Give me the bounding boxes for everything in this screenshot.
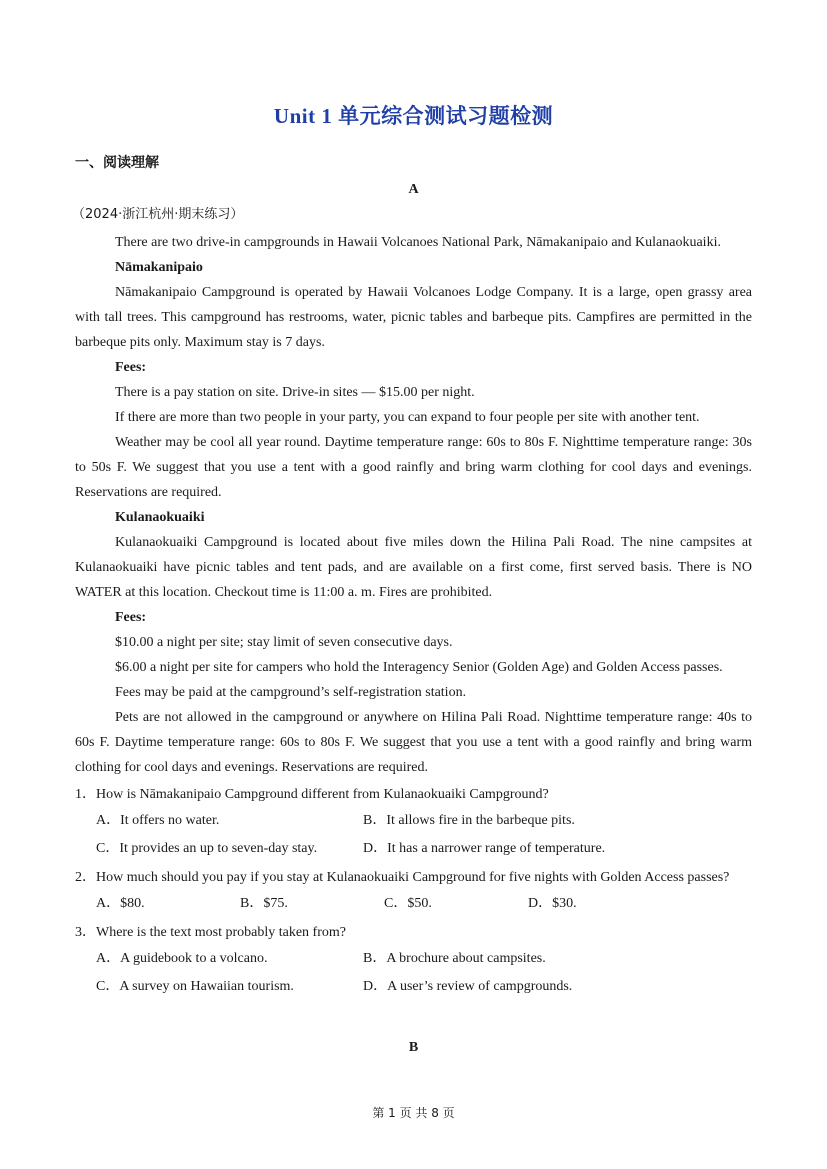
camp1-fee-2: If there are more than two people in your party, you can expand to four people per site with another tent. [115, 410, 700, 425]
passage-intro: There are two drive-in campgrounds in Hawaii Volcanoes National Park, Nāmakanipaio and Kulanaokuaiki. [115, 235, 721, 250]
question-2-options [75, 890, 752, 918]
option-d: D．It has a narrower range of temperature. [363, 841, 606, 856]
camp1-fee-1: There is a pay station on site. Drive-in sites — $15.00 per night. [115, 385, 475, 400]
passage-b-label: B [408, 1040, 419, 1055]
question-3-stem: 3．Where is the text most probably taken from? [75, 925, 346, 940]
option-a: A．A guidebook to a volcano. [96, 951, 268, 966]
passage-source: （2024·浙江杭州·期末练习） [72, 207, 244, 222]
camp2-heading: Kulanaokuaiki [115, 510, 205, 525]
camp1-heading: Nāmakanipaio [115, 260, 203, 275]
camp2-fee-3: Fees may be paid at the campground’s self-registration station. [115, 685, 467, 700]
option-c: C．A survey on Hawaiian tourism. [96, 979, 294, 994]
passage-a-content [72, 206, 752, 1001]
camp1-fees-label: Fees: [115, 360, 147, 375]
option-b: B．$75. [240, 896, 288, 911]
camp1-weather: Weather may be cool all year round. Daytime temperature range: 60s to 80s F. Nighttime temperature range: 30s to 50s F. We suggest that you use a tent with a good rainfly and bring warm clothing for cool days and evenings. Reservations are required. [75, 435, 752, 500]
option-d: D．A user’s review of campgrounds. [363, 979, 573, 994]
option-c: C．It provides an up to seven-day stay. [96, 841, 318, 856]
page-footer: 第 1 页 共 8 页 [372, 1106, 455, 1120]
camp2-fees-label: Fees: [115, 610, 147, 625]
passage-a-label: A [408, 182, 419, 197]
camp2-description: Kulanaokuaiki Campground is located about five miles down the Hilina Pali Road. The nine campsites at Kulanaokuaiki have picnic tables and tent pads, and are available on a first come, first served basis. There is NO WATER at this location. Checkout time is 11:00 a. m. Fires are prohibited. [75, 535, 752, 600]
camp2-fee-1: $10.00 a night per site; stay limit of seven consecutive days. [115, 635, 453, 650]
option-d: D．$30. [528, 896, 577, 911]
camp1-description: Nāmakanipaio Campground is operated by Hawaii Volcanoes Lodge Company. It is a large, open grassy area with tall trees. This campground has restrooms, water, picnic tables and barbeque pits. Campfires are permitted in the barbeque pits only. Maximum stay is 7 days. [75, 285, 752, 350]
page-title: Unit 1 单元综合测试习题检测 [273, 104, 554, 128]
option-a: A．It offers no water. [96, 813, 220, 828]
question-2-stem: 2．How much should you pay if you stay at Kulanaokuaiki Campground for five nights with Golden Access passes? [75, 870, 730, 885]
question-1-stem: 1．How is Nāmakanipaio Campground different from Kulanaokuaiki Campground? [75, 787, 549, 802]
camp2-fee-2: $6.00 a night per site for campers who hold the Interagency Senior (Golden Age) and Golden Access passes. [115, 660, 723, 675]
question-1-options [75, 807, 752, 863]
camp2-pets: Pets are not allowed in the campground or anywhere on Hilina Pali Road. Nighttime temperature range: 40s to 60s F. Daytime temperature range: 60s to 80s F. We suggest that you use a tent with a good rainfly and bring warm clothing for cool days and evenings. Reservations are required. [75, 710, 752, 775]
option-c: C．$50. [384, 896, 432, 911]
section-heading: 一、阅读理解 [75, 155, 159, 171]
option-a: A．$80. [96, 896, 145, 911]
option-b: B．A brochure about campsites. [363, 951, 546, 966]
question-3-options [75, 945, 752, 1001]
option-b: B．It allows fire in the barbeque pits. [363, 813, 575, 828]
